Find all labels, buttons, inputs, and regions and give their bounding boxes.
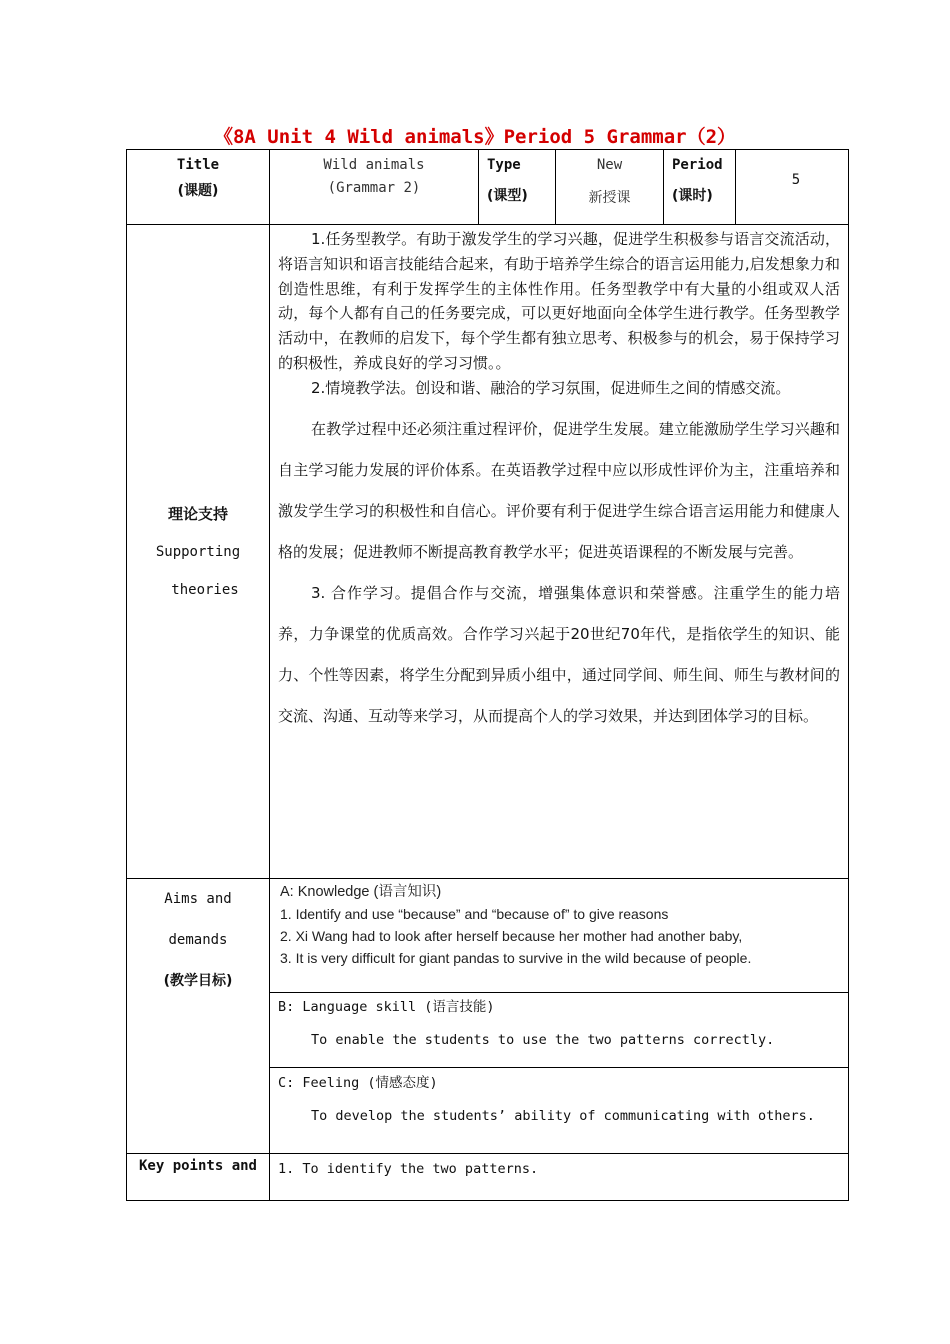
type-value-line1: New bbox=[596, 157, 623, 173]
keypoints-label-cell bbox=[127, 1154, 270, 1201]
period-label-cn: (课时) bbox=[672, 188, 713, 204]
skill-body: To enable the students to use the two patterns correctly. bbox=[311, 1032, 775, 1048]
theory-row bbox=[127, 225, 849, 879]
theory-para-4: 3. 合作学习。提倡合作与交流，增强集体意识和荣誉感。注重学生的能力培养，力争课堂的优质高效。合作学习兴起于20世纪70年代，是指依学生的知识、能力、个性等因素，将学生分配到异质小组中，通过同学间、师生间、师生与教材间的交流、沟通、互动等来学习，从而提高个人的学习效果，并达到团体学习的目标。 bbox=[278, 583, 840, 725]
skill-heading: B: Language skill (语言技能) bbox=[278, 999, 495, 1015]
document-title: 《8A Unit 4 Wild animals》Period 5 Grammar（2） bbox=[213, 126, 737, 148]
feeling-cell bbox=[270, 1068, 849, 1154]
type-label-en: Type bbox=[487, 157, 521, 173]
type-value-cell bbox=[556, 150, 664, 225]
aims-knowledge-row bbox=[127, 879, 849, 993]
skill-cell bbox=[270, 993, 849, 1068]
period-label-en: Period bbox=[672, 157, 723, 173]
type-label-cn: (课型) bbox=[487, 188, 528, 204]
theory-label-cell bbox=[127, 225, 270, 879]
theory-label-en1: Supporting bbox=[155, 543, 241, 560]
knowledge-item-3: 3. It is very difficult for giant pandas to survive in the wild because of people. bbox=[280, 950, 752, 966]
aims-label-cell bbox=[127, 879, 270, 1154]
theory-para-3: 在教学过程中还必须注重过程评价，促进学生发展。建立能激励学生学习兴趣和自主学习能力发展的评价体系。在英语教学过程中应以形成性评价为主，注重培养和激发学生学习的积极性和自信心。评价要有利于促进学生综合语言运用能力和健康人格的发展；促进教师不断提高教育教学水平；促进英语课程的不断发展与完善。 bbox=[278, 419, 840, 561]
period-value: 5 bbox=[791, 172, 801, 188]
knowledge-item-2: 2. Xi Wang had to look after herself because her mother had another baby, bbox=[280, 928, 743, 944]
feeling-heading: C: Feeling (情感态度) bbox=[278, 1075, 438, 1091]
keypoints-label: Key points and bbox=[138, 1158, 257, 1174]
lesson-plan-table bbox=[126, 149, 849, 1201]
aims-label-cn: (教学目标) bbox=[163, 973, 233, 989]
feeling-body: To develop the students’ ability of communicating with others. bbox=[311, 1108, 815, 1124]
title-value-line1: Wild animals bbox=[323, 157, 425, 173]
theory-label-en2: theories bbox=[171, 581, 239, 598]
keypoints-row bbox=[127, 1154, 849, 1201]
aims-label-en2: demands bbox=[168, 932, 228, 948]
type-label-cell bbox=[479, 150, 556, 225]
theory-content-cell bbox=[270, 225, 849, 879]
type-value-line2: 新授课 bbox=[588, 190, 631, 206]
title-value-line2: (Grammar 2) bbox=[327, 180, 421, 196]
keypoints-content-cell bbox=[270, 1154, 849, 1201]
knowledge-heading: A: Knowledge (语言知识) bbox=[280, 884, 442, 900]
aims-label-en1: Aims and bbox=[164, 891, 232, 907]
theory-para-2: 2.情境教学法。创设和谐、融洽的学习氛围，促进师生之间的情感交流。 bbox=[311, 378, 791, 397]
header-row bbox=[127, 150, 849, 225]
knowledge-item-1: 1. Identify and use “because” and “because of” to give reasons bbox=[280, 906, 669, 922]
knowledge-cell bbox=[270, 879, 849, 993]
theory-label-cn: 理论支持 bbox=[167, 504, 228, 523]
keypoints-item-1: 1. To identify the two patterns. bbox=[278, 1161, 539, 1177]
title-label-en: Title bbox=[176, 157, 220, 173]
title-label-cell bbox=[127, 150, 270, 225]
title-value-cell bbox=[270, 150, 479, 225]
title-label-cn: (课题) bbox=[177, 183, 219, 199]
period-label-cell bbox=[664, 150, 736, 225]
period-value-cell bbox=[736, 150, 849, 225]
theory-para-1: 1.任务型教学。有助于激发学生的学习兴趣，促进学生积极参与语言交流活动，将语言知识和语言技能结合起来，有助于培养学生综合的语言运用能力,启发想象力和创造性思维，有利于发挥学生的主体性作用。任务型教学中有大量的小组或双人活动，每个人都有自己的任务要完成，可以更好地面向全体学生进行教学。任务型教学活动中，在教师的启发下，每个学生都有独立思考、积极参与的机会，易于保持学习的积极性，养成良好的学习习惯。。 bbox=[278, 230, 840, 372]
